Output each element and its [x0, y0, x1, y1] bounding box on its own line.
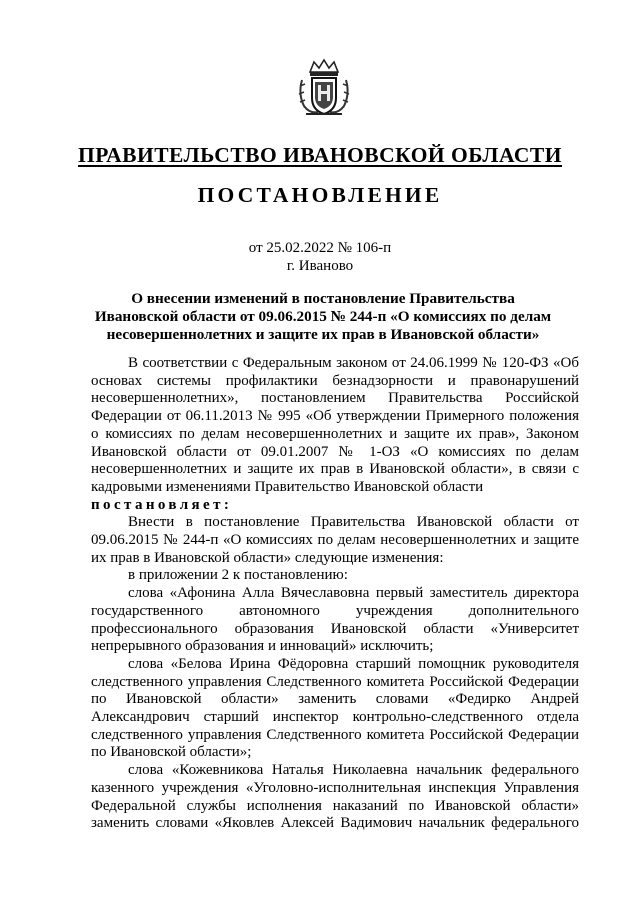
document-body — [91, 355, 579, 833]
organization-name: ПРАВИТЕЛЬСТВО ИВАНОВСКОЙ ОБЛАСТИ — [78, 143, 562, 167]
document-city: г. Иваново — [286, 258, 354, 274]
document-date-number: от 25.02.2022 № 106-п — [248, 240, 392, 256]
document-title: О внесении изменений в постановление Правительства Ивановской области от 09.06.2015 № 244-п «О комиссиях по делам несовершеннолетних и защите их прав в Ивановской области» — [94, 290, 552, 343]
preamble-paragraph: В соответствии с Федеральным законом от 24.06.1999 № 120-ФЗ «Об основах системы профилактики безнадзорности и правонарушений несовершеннолетних», постановлением Правительства Российской Федерации от 06.11.2013 № 995 «Об утверждении Примерного положения о комиссиях по делам несовершеннолетних и защите их прав», Законом Ивановской области от 09.01.2007 № 1-ОЗ «О комиссиях по делам несовершеннолетних и защите их прав в Ивановской области», в связи с кадровыми изменениями Правительство Ивановской области — [91, 355, 579, 495]
coat-of-arms-icon — [296, 58, 352, 118]
amendment-item-1: слова «Афонина Алла Вячеславовна первый заместитель директора государственного автономного учреждения дополнительного профессионального образования Ивановской области «Университет непрерывного образования и инноваций» исключить; — [91, 585, 579, 655]
intro-paragraph: Внести в постановление Правительства Ивановской области от 09.06.2015 № 244-п «О комиссиях по делам несовершеннолетних и защите их прав в Ивановской области» следующие изменения: — [91, 514, 579, 566]
document-type: ПОСТАНОВЛЕНИЕ — [197, 183, 443, 207]
amendment-item-3: слова «Кожевникова Наталья Николаевна начальник федерального казенного учреждения «Уголовно-исполнительная инспекция Управления Федеральной службы исполнения наказаний по Ивановской области» заменить словами «Яковлев Алексей Вадимович начальник федерального — [91, 762, 579, 832]
amendment-item-2: слова «Белова Ирина Фёдоровна старший помощник руководителя следственного управления Следственного комитета Российской Федерации по Ивановской области» заменить словами «Федирко Андрей Александрович старший инспектор контрольно-следственного отдела следственного управления Следственного комитета Российской Федерации по Ивановской области»; — [91, 655, 579, 761]
decree-word: постановляет: — [91, 496, 233, 513]
appendix-paragraph: в приложении 2 к постановлению: — [128, 567, 348, 584]
